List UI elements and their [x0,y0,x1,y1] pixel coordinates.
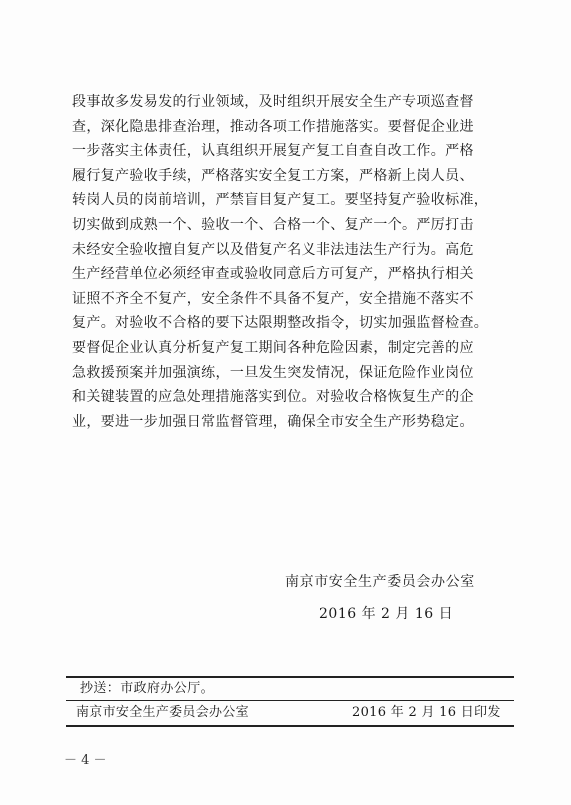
body-line: 复产。对验收不合格的要下达限期整改指令，切实加强监督检查。 [72,315,489,332]
signature-date: 2016 年 2 月 16 日 [319,606,454,622]
footer-top-rule [66,676,514,678]
issue-date: 2016 年 2 月 16 日印发 [352,705,501,720]
cc-line: 抄送：市政府办公厅。 [80,681,215,696]
body-line: 和关键装置的应急处理措施落实到位。对验收合格恢复生产的企 [72,389,474,406]
body-line: 履行复产验收手续，严格落实安全复工方案，严格新上岗人员、 [72,167,474,184]
body-line: 转岗人员的岗前培训，严禁盲目复产复工。要坚持复产验收标准， [72,192,489,209]
body-line: 一步落实主体责任，认真组织开展复产复工自查自改工作。严格 [72,143,474,160]
body-line: 生产经营单位必须经审查或验收同意后方可复产，严格执行相关 [72,266,474,283]
body-line: 未经安全验收擅自复产以及借复产名义非法违法生产行为。高危 [72,241,474,258]
body-line: 业，要进一步加强日常监督管理，确保全市安全生产形势稳定。 [72,413,474,430]
body-line: 要督促企业认真分析复产复工期间各种危险因素，制定完善的应 [72,339,474,356]
issuer-organization: 南京市安全生产委员会办公室 [76,705,249,720]
page-number: － 4 － [64,753,107,768]
body-text [72,90,512,434]
body-line: 段事故多发易发的行业领域，及时组织开展安全生产专项巡查督 [72,94,474,110]
body-line: 查，深化隐患排查治理，推动各项工作措施落实。要督促企业进 [72,118,474,135]
footer-bottom-rule [66,725,514,727]
body-line: 急救援预案并加强演练，一旦发生突发情况，保证危险作业岗位 [72,364,474,381]
body-line: 证照不齐全不复产，安全条件不具备不复产，安全措施不落实不 [72,290,474,307]
signature-block [285,572,485,624]
footer-middle-rule [66,700,514,701]
body-line: 切实做到成熟一个、验收一个、合格一个、复产一个。严厉打击 [72,216,474,233]
signature-organization: 南京市安全生产委员会办公室 [285,574,475,590]
